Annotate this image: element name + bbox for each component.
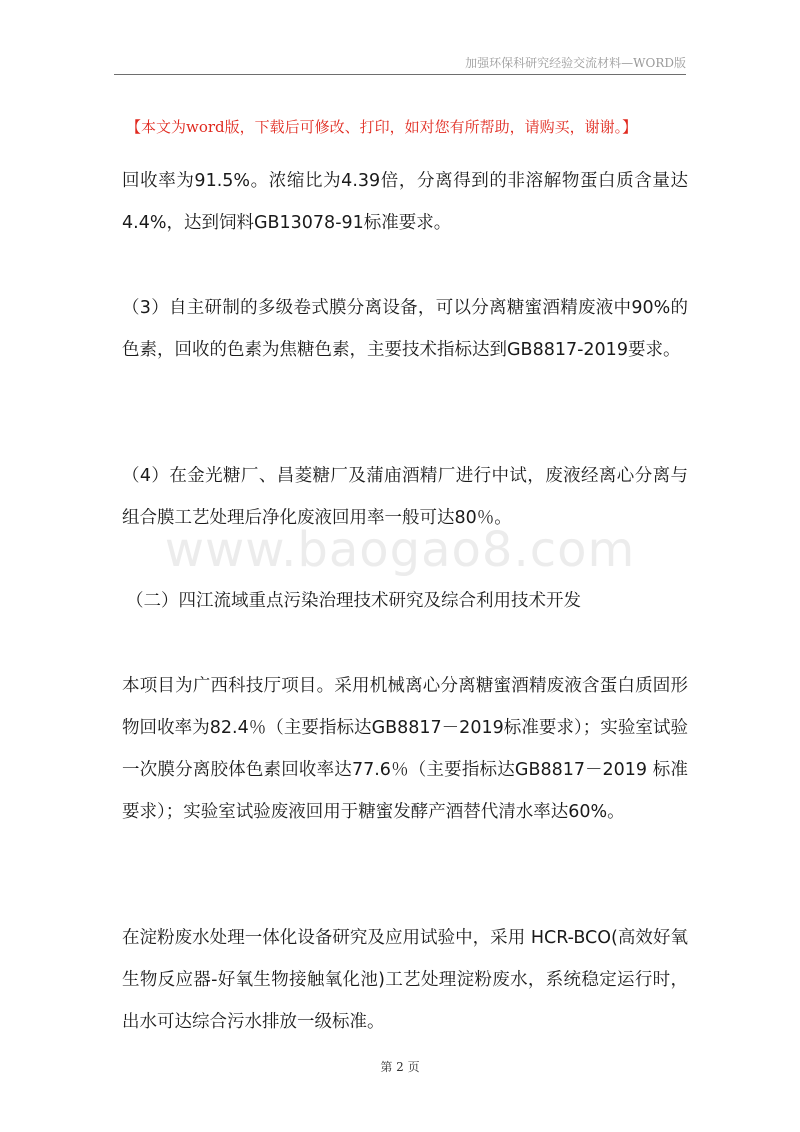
paragraph-recovery-rate: 回收率为91.5%。浓缩比为4.39倍，分离得到的非溶解物蛋白质含量达4.4%，达到饲料GB13078-91标准要求。 — [122, 171, 688, 233]
paragraph-item-3: （3）自主研制的多级卷式膜分离设备，可以分离糖蜜酒精废液中90%的色素，回收的色素为焦糖色素，主要技术指标达到GB8817-2019要求。 — [122, 298, 688, 360]
page-number: 第 2 页 — [380, 1060, 420, 1074]
section-heading: （二）四江流域重点污染治理技术研究及综合利用技术开发 — [126, 591, 581, 611]
paragraph-starch-wastewater: 在淀粉废水处理一体化设备研究及应用试验中，采用 HCR-BCO(高效好氧生物反应器-好氧生物接触氧化池)工艺处理淀粉废水，系统稳定运行时，出水可达综合污水排放一级标准。 — [122, 928, 688, 1032]
purchase-notice: 【本文为word版，下载后可修改、打印，如对您有所帮助，请购买，谢谢。】 — [126, 118, 638, 136]
paragraph-item-4: （4）在金光糖厂、昌菱糖厂及蒲庙酒精厂进行中试，废液经离心分离与组合膜工艺处理后净化废液回用率一般可达80％。 — [122, 466, 688, 528]
header-divider — [114, 74, 686, 75]
watermark: www.baogao8.com — [164, 522, 636, 578]
header-title: 加强环保科研究经验交流材料—WORD版 — [465, 56, 686, 70]
paragraph-project: 本项目为广西科技厅项目。采用机械离心分离糖蜜酒精废液含蛋白质固形物回收率为82.4％（主要指标达GB8817－2019标准要求）；实验室试验一次膜分离胶体色素回收率达77.6％（主要指标达GB8817－2019 标准要求）；实验室试验废液回用于糖蜜发酵产酒替代清水率达60%。 — [122, 676, 688, 822]
